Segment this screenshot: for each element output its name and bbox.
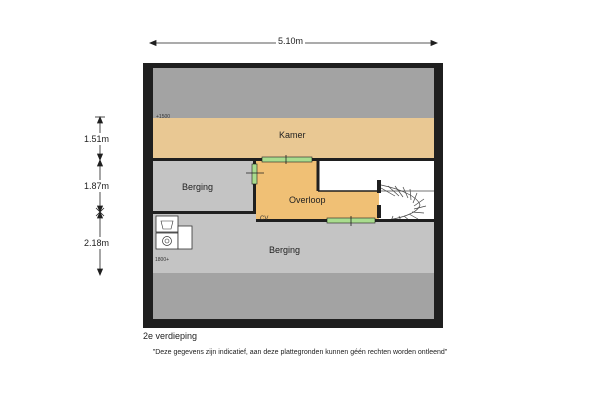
disclaimer-text: "Deze gegevens zijn indicatief, aan deze plattegronden kunnen géén rechten worden ontleend" (152, 349, 448, 356)
height-marker-top: +1500 (156, 114, 171, 120)
room-label-overloop: Overloop (289, 195, 326, 205)
cv-marker: CV (260, 216, 269, 222)
room-label-berging-bottom: Berging (269, 245, 301, 255)
width-dimension-label: 5.10m (278, 36, 304, 46)
washing-machine (156, 216, 178, 232)
floor-label: 2e verdieping (143, 331, 198, 341)
berging-bottom-room (153, 214, 434, 273)
height-dimension-label-1: 1.51m (84, 134, 110, 144)
height-marker-bottom: 1800+ (155, 257, 170, 263)
roof-zone-top (153, 68, 434, 118)
door-berging-left (252, 164, 257, 184)
roof-zone-bottom (153, 273, 434, 319)
room-label-berging-left: Berging (182, 182, 214, 192)
wall-berging-bottom (153, 211, 256, 214)
window-kamer (262, 157, 312, 162)
height-dimension-label-2: 1.87m (84, 181, 110, 191)
room-label-kamer: Kamer (279, 130, 306, 140)
stair-post-bottom (377, 205, 381, 218)
height-dimension-label-3: 2.18m (84, 238, 110, 248)
stair-post-top (377, 180, 381, 193)
dryer (156, 233, 178, 249)
counter (178, 226, 192, 249)
